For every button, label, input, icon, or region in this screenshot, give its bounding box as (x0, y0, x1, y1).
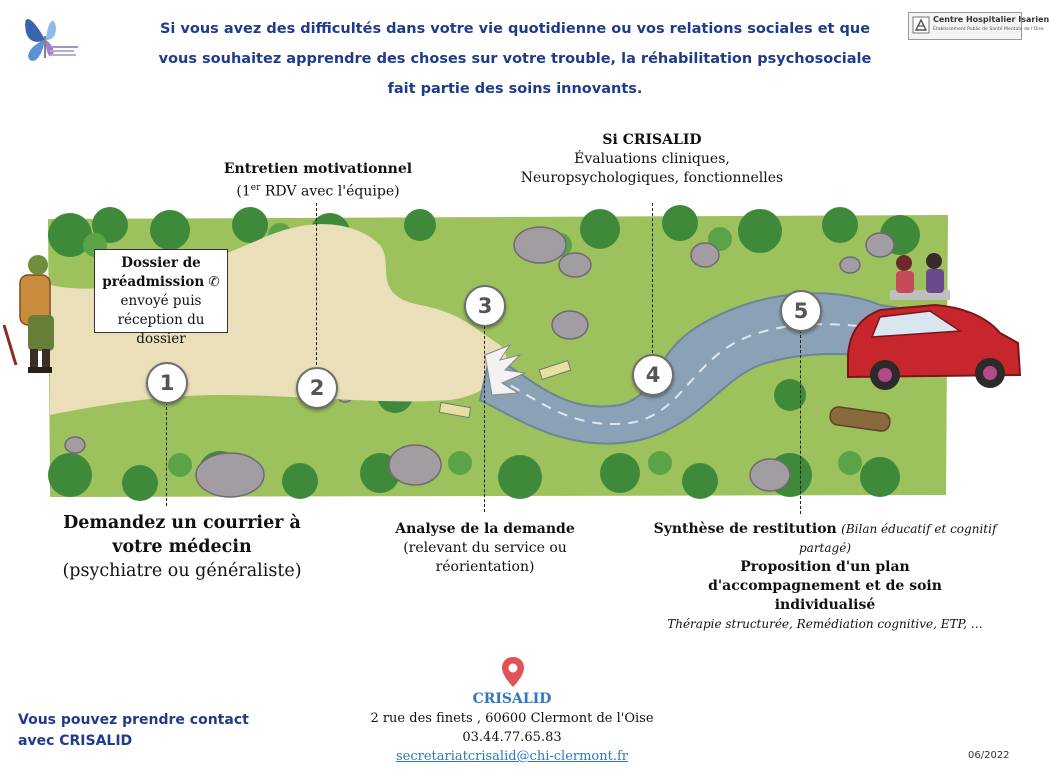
connector-step-5 (800, 330, 801, 514)
intro-line-2: vous souhaitez apprendre des choses sur votre trouble, la réhabilitation psychosociale (158, 51, 872, 67)
step-2-marker: 2 (296, 367, 338, 409)
step-3-label: Analyse de la demande (relevant du service ou réorientation) (395, 521, 575, 575)
contact-info (362, 690, 662, 766)
email-link[interactable]: secretariatcrisalid@chi-clermont.fr (395, 749, 629, 764)
org-name: CRISALID (472, 691, 552, 707)
location-pin-icon (500, 656, 526, 688)
step-1-marker: 1 (146, 362, 188, 404)
preadmission-title: Dossier de préadmission (102, 255, 205, 290)
connector-step-4 (652, 203, 653, 353)
step-4-label: Si CRISALID Évaluations cliniques, Neuropsychologiques, fonctionnelles (520, 132, 784, 186)
intro-heading (150, 14, 880, 104)
hiker-figure (4, 255, 54, 373)
phone-number: 03.44.77.65.83 (462, 730, 562, 745)
step-5-marker: 5 (780, 290, 822, 332)
connector-step-2 (316, 203, 317, 365)
intro-line-3: fait partie des soins innovants. (387, 81, 643, 97)
step-5-label: Synthèse de restitution (Bilan éducatif et cognitif partagé) Proposition d'un plan d'accompagnement et de soin individualisé Thérapie structurée, Remédiation cognitive, ETP, … (653, 521, 997, 631)
step-1-label: Demandez un courrier à votre médecin (psychiatre ou généraliste) (62, 513, 302, 581)
connector-step-1 (166, 402, 167, 506)
phone-icon: ✆ (204, 274, 220, 290)
hospital-logo (908, 12, 1049, 40)
preadmission-text: envoyé puis réception du dossier (117, 293, 205, 347)
hospital-logo-title: Centre Hospitalier Isarien (933, 15, 1049, 24)
hospital-logo-mark-icon (912, 16, 930, 34)
step-4-marker: 4 (632, 354, 674, 396)
step-2-label: Entretien motivationnel (1er RDV avec l'équipe) (223, 161, 413, 200)
document-date: 06/2022 (968, 750, 1010, 761)
preadmission-box (94, 249, 228, 347)
contact-prompt: Vous pouvez prendre contact avec CRISALID (18, 712, 249, 749)
intro-line-1: Si vous avez des difficultés dans votre vie quotidienne ou vos relations sociales et que (159, 21, 871, 37)
hospital-logo-subtitle: Établissement Public de Santé Mentale de l'Oise (933, 27, 1044, 32)
step-3-marker: 3 (464, 285, 506, 327)
address: 2 rue des finets , 60600 Clermont de l'Oise (370, 711, 654, 726)
crisalid-butterfly-logo (14, 6, 84, 66)
connector-step-3 (484, 326, 485, 512)
